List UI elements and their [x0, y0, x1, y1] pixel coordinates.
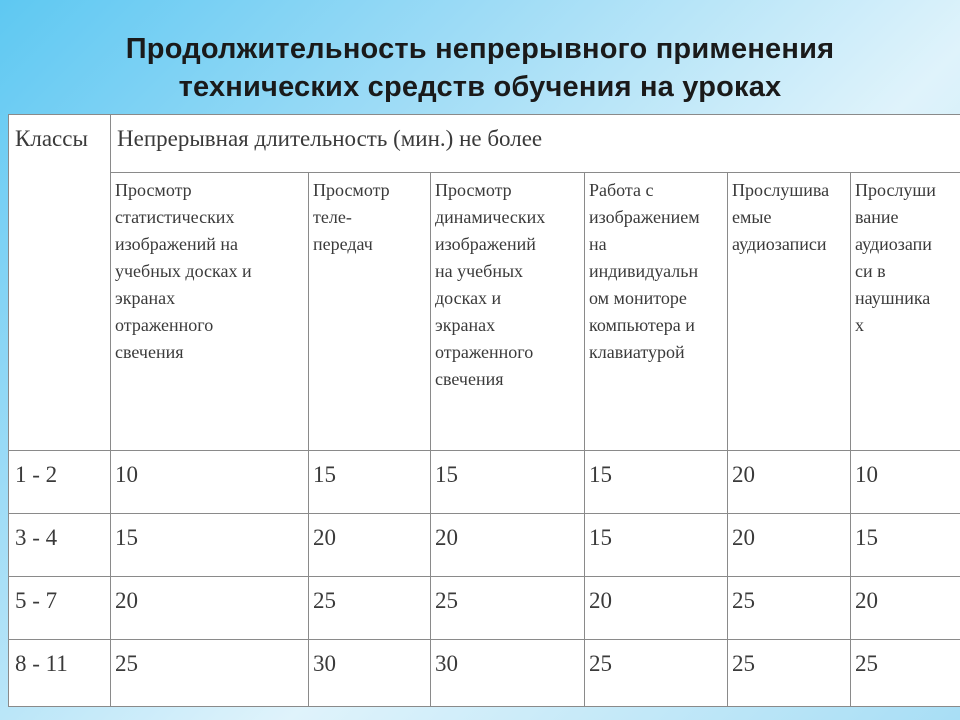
subheader-audio: Прослушива емые аудиозаписи [728, 173, 851, 451]
table-row [9, 514, 960, 577]
table-cell: 15 [309, 451, 431, 514]
table-cell: 25 [585, 640, 728, 707]
row-label: 1 - 2 [9, 451, 111, 514]
row-label: 5 - 7 [9, 577, 111, 640]
table-cell: 25 [728, 640, 851, 707]
table-cell: 10 [851, 451, 960, 514]
subheader-dynamic-images: Просмотр динамических изображений на учебных досках и экранах отраженного свечения [431, 173, 585, 451]
duration-header: Непрерывная длительность (мин.) не более [111, 115, 960, 173]
title-line-1: Продолжительность непрерывного применения [125, 33, 835, 65]
subheader-computer: Работа с изображением на индивидуальн ом мониторе компьютера и клавиатурой [585, 173, 728, 451]
subheader-headphones: Прослуши вание аудиозапи си в наушника х [851, 173, 960, 451]
row-label: 8 - 11 [9, 640, 111, 707]
table-cell: 15 [585, 451, 728, 514]
table-header-row [9, 115, 960, 173]
table-cell: 15 [111, 514, 309, 577]
table-row [9, 640, 960, 707]
table-cell: 30 [431, 640, 585, 707]
table-cell: 20 [111, 577, 309, 640]
table-cell: 25 [309, 577, 431, 640]
table-cell: 20 [585, 577, 728, 640]
table-cell: 20 [309, 514, 431, 577]
slide-title [0, 30, 960, 106]
duration-table [8, 114, 960, 706]
table-cell: 15 [431, 451, 585, 514]
subheader-tv: Просмотр теле- передач [309, 173, 431, 451]
table-cell: 30 [309, 640, 431, 707]
table-cell: 20 [728, 514, 851, 577]
table-cell: 20 [728, 451, 851, 514]
table-cell: 25 [728, 577, 851, 640]
table-row [9, 577, 960, 640]
table-cell: 15 [585, 514, 728, 577]
title-line-2: технических средств обучения на уроках [178, 71, 782, 103]
table-subheader-row [9, 173, 960, 451]
row-label: 3 - 4 [9, 514, 111, 577]
table-cell: 25 [111, 640, 309, 707]
table-cell: 25 [851, 640, 960, 707]
table-cell: 25 [431, 577, 585, 640]
subheader-static-images: Просмотр статистических изображений на учебных досках и экранах отраженного свечения [111, 173, 309, 451]
classes-header: Классы [9, 115, 111, 451]
table-cell: 10 [111, 451, 309, 514]
table-cell: 20 [851, 577, 960, 640]
table-cell: 20 [431, 514, 585, 577]
table-cell: 15 [851, 514, 960, 577]
table-row [9, 451, 960, 514]
